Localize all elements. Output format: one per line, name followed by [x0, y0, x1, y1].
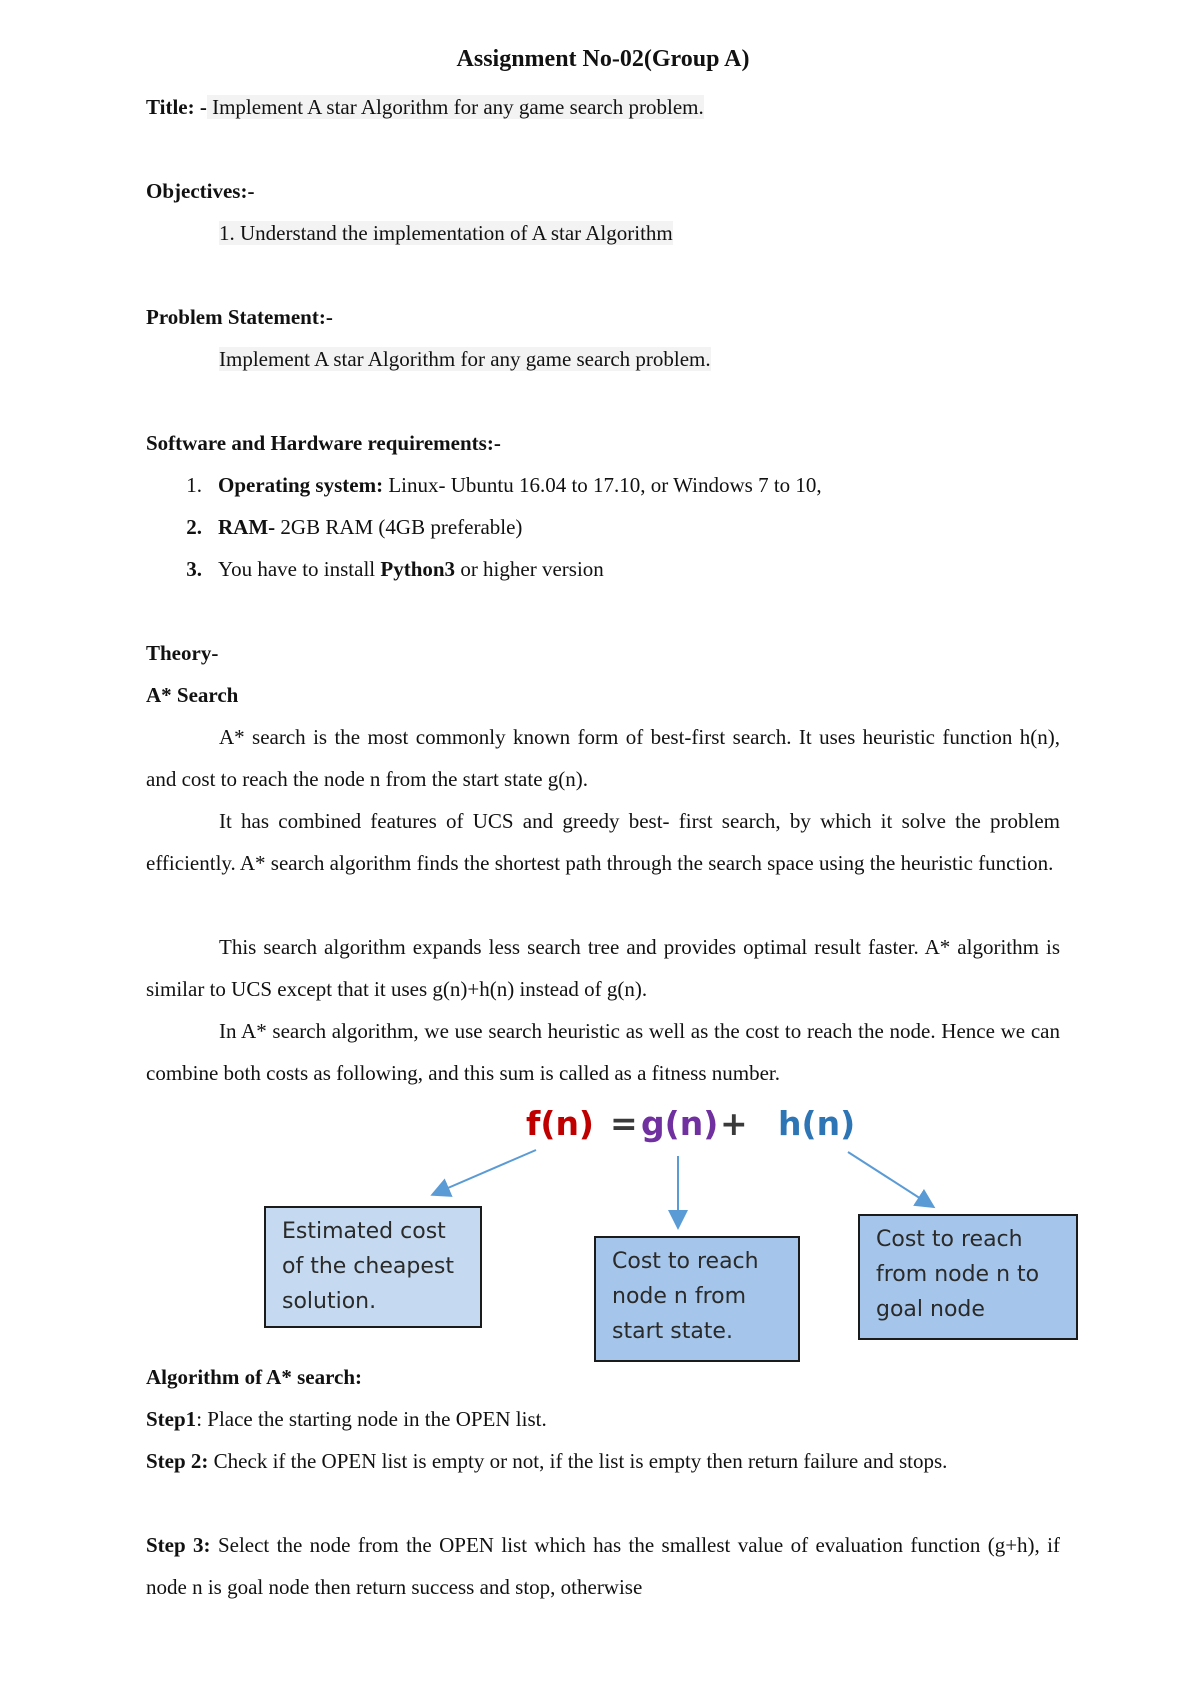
requirement-item: 2. RAM- 2GB RAM (4GB preferable): [186, 515, 523, 539]
algorithm-step-1: Step1: Place the starting node in the OPEN list.: [146, 1407, 547, 1431]
box-cost-to-goal: Cost to reach from node n to goal node: [858, 1214, 1078, 1340]
arrow-f: [434, 1150, 536, 1194]
requirements-heading: Software and Hardware requirements:-: [146, 431, 501, 455]
title-label: Title: -: [146, 95, 207, 119]
arrow-h: [848, 1152, 932, 1206]
theory-paragraph: This search algorithm expands less search tree and provides optimal result faster. A* algorithm is similar to UCS except that it uses g(n)+h(n) instead of g(n).: [146, 935, 1060, 1001]
problem-heading: Problem Statement:-: [146, 305, 333, 329]
formula-h: h(n): [778, 1104, 856, 1143]
title-line: [146, 94, 704, 120]
formula-f: f(n): [526, 1104, 595, 1143]
algorithm-step-3: Step 3: Select the node from the OPEN list which has the smallest value of evaluation function (g+h), if node n is goal node then return success and stop, otherwise: [146, 1533, 1060, 1599]
algorithm-heading: Algorithm of A* search:: [146, 1365, 362, 1389]
theory-paragraph: A* search is the most commonly known form of best-first search. It uses heuristic function h(n), and cost to reach the node n from the start state g(n).: [146, 725, 1060, 791]
formula-g: g(n): [641, 1104, 719, 1143]
theory-paragraph: In A* search algorithm, we use search heuristic as well as the cost to reach the node. Hence we can combine both costs as following, and this sum is called as a fitness number.: [146, 1019, 1060, 1085]
problem-text: Implement A star Algorithm for any game search problem.: [219, 347, 711, 371]
box-estimated-cost: Estimated cost of the cheapest solution.: [264, 1206, 482, 1328]
objectives-heading: Objectives:-: [146, 179, 255, 203]
requirement-item: 1. Operating system: Linux- Ubuntu 16.04 to 17.10, or Windows 7 to 10,: [186, 473, 822, 497]
theory-paragraph: It has combined features of UCS and greedy best- first search, by which it solve the problem efficiently. A* search algorithm finds the shortest path through the search space using the heuristic function.: [146, 809, 1060, 875]
formula-plus: +: [720, 1104, 748, 1143]
formula-equals: =: [610, 1104, 638, 1143]
title-text: Implement A star Algorithm for any game search problem.: [206, 95, 704, 119]
algorithm-step-2: Step 2: Check if the OPEN list is empty or not, if the list is empty then return failure and stops.: [146, 1449, 948, 1473]
objective-item: 1. Understand the implementation of A star Algorithm: [219, 221, 673, 245]
theory-heading: Theory-: [146, 641, 219, 665]
box-cost-from-start: Cost to reach node n from start state.: [594, 1236, 800, 1362]
requirement-item: 3. You have to install Python3 or higher version: [186, 557, 604, 581]
assignment-heading: Assignment No-02(Group A): [456, 46, 750, 72]
astar-subheading: A* Search: [146, 683, 239, 707]
